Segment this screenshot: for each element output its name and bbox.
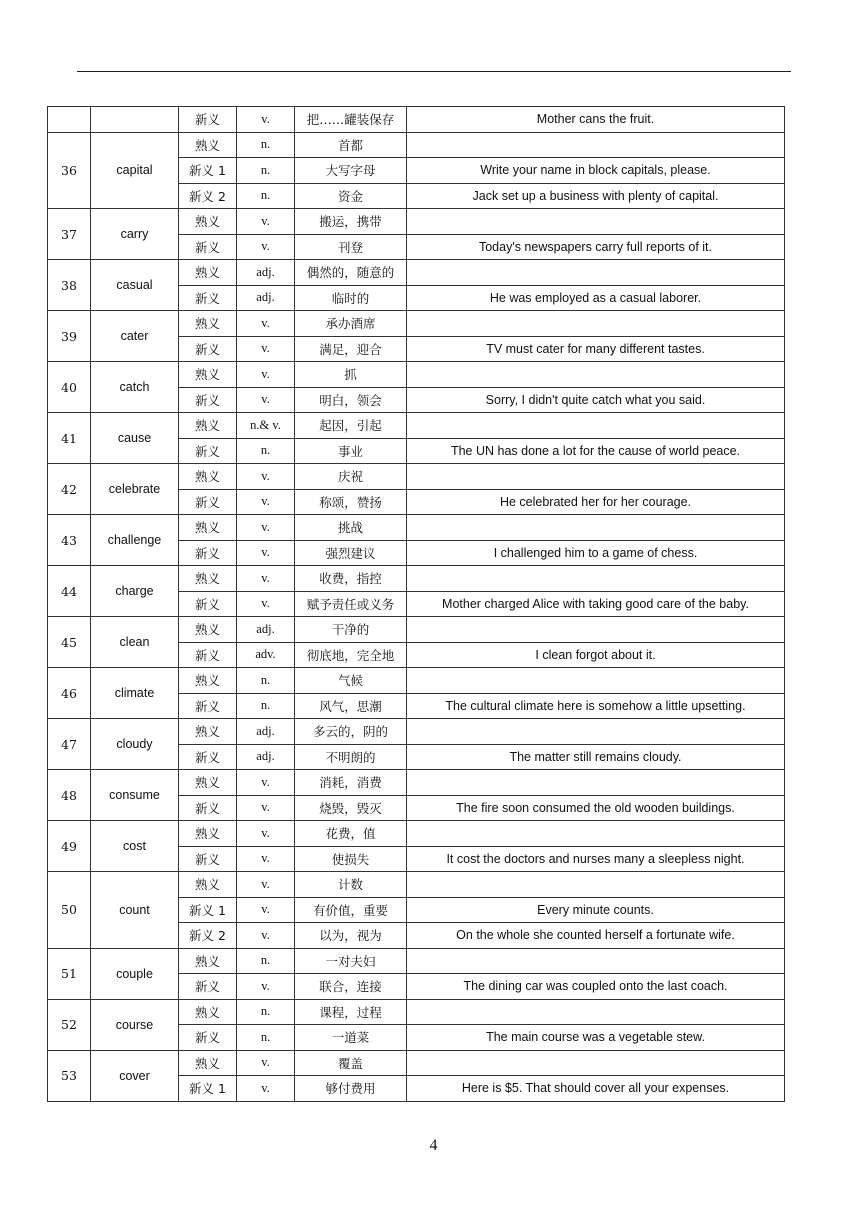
meaning-cell: 不明朗的 — [295, 744, 407, 770]
entry-word-cell: cater — [91, 311, 179, 362]
meaning-cell: 强烈建议 — [295, 540, 407, 566]
example-sentence-cell: TV must cater for many different tastes. — [407, 336, 785, 362]
part-of-speech-cell: v. — [237, 872, 295, 898]
example-sentence-cell: The fire soon consumed the old wooden buildings. — [407, 795, 785, 821]
example-sentence-cell — [407, 311, 785, 337]
entry-word-cell: carry — [91, 209, 179, 260]
example-sentence-cell: Today's newspapers carry full reports of it. — [407, 234, 785, 260]
table-row — [48, 311, 785, 337]
example-sentence-cell — [407, 872, 785, 898]
table-row — [48, 668, 785, 694]
meaning-cell: 挑战 — [295, 515, 407, 541]
sense-tag-cell: 熟义 — [179, 566, 237, 592]
part-of-speech-cell: v. — [237, 540, 295, 566]
part-of-speech-cell: v. — [237, 846, 295, 872]
entry-number-cell: 38 — [48, 260, 91, 311]
sense-tag-cell: 熟义 — [179, 668, 237, 694]
sense-tag-cell: 新义 — [179, 1025, 237, 1051]
example-sentence-cell: I challenged him to a game of chess. — [407, 540, 785, 566]
example-sentence-cell: Jack set up a business with plenty of capital. — [407, 183, 785, 209]
entry-number-cell: 39 — [48, 311, 91, 362]
table-row — [48, 209, 785, 235]
meaning-cell: 气候 — [295, 668, 407, 694]
meaning-cell: 彻底地，完全地 — [295, 642, 407, 668]
meaning-cell: 刊登 — [295, 234, 407, 260]
entry-number-cell: 41 — [48, 413, 91, 464]
entry-number-cell: 43 — [48, 515, 91, 566]
entry-word-cell: consume — [91, 770, 179, 821]
part-of-speech-cell: n. — [237, 999, 295, 1025]
table-row — [48, 1050, 785, 1076]
entry-number-cell: 36 — [48, 132, 91, 209]
part-of-speech-cell: n.& v. — [237, 413, 295, 439]
entry-word-cell: cloudy — [91, 719, 179, 770]
meaning-cell: 有价值，重要 — [295, 897, 407, 923]
entry-word-cell: catch — [91, 362, 179, 413]
sense-tag-cell: 新义 — [179, 107, 237, 133]
sense-tag-cell: 新义 — [179, 387, 237, 413]
sense-tag-cell: 熟义 — [179, 464, 237, 490]
sense-tag-cell: 新义 — [179, 540, 237, 566]
sense-tag-cell: 新义 — [179, 795, 237, 821]
part-of-speech-cell: v. — [237, 107, 295, 133]
part-of-speech-cell: adj. — [237, 617, 295, 643]
meaning-cell: 庆祝 — [295, 464, 407, 490]
meaning-cell: 一对夫妇 — [295, 948, 407, 974]
part-of-speech-cell: n. — [237, 668, 295, 694]
meaning-cell: 抓 — [295, 362, 407, 388]
example-sentence-cell — [407, 999, 785, 1025]
part-of-speech-cell: adj. — [237, 260, 295, 286]
example-sentence-cell: He celebrated her for her courage. — [407, 489, 785, 515]
part-of-speech-cell: n. — [237, 1025, 295, 1051]
sense-tag-cell: 新义 2 — [179, 923, 237, 949]
table-row — [48, 948, 785, 974]
example-sentence-cell: The UN has done a lot for the cause of world peace. — [407, 438, 785, 464]
part-of-speech-cell: v. — [237, 821, 295, 847]
entry-word-cell: challenge — [91, 515, 179, 566]
meaning-cell: 把……罐装保存 — [295, 107, 407, 133]
example-sentence-cell: I clean forgot about it. — [407, 642, 785, 668]
meaning-cell: 一道菜 — [295, 1025, 407, 1051]
entry-word-cell: cost — [91, 821, 179, 872]
table-row — [48, 107, 785, 133]
sense-tag-cell: 新义 — [179, 336, 237, 362]
entry-word-cell: climate — [91, 668, 179, 719]
entry-number-cell: 47 — [48, 719, 91, 770]
table-row — [48, 770, 785, 796]
entry-word-cell: capital — [91, 132, 179, 209]
example-sentence-cell: On the whole she counted herself a fortunate wife. — [407, 923, 785, 949]
example-sentence-cell: It cost the doctors and nurses many a sleepless night. — [407, 846, 785, 872]
entry-number-cell: 44 — [48, 566, 91, 617]
example-sentence-cell: Mother cans the fruit. — [407, 107, 785, 133]
sense-tag-cell: 熟义 — [179, 872, 237, 898]
entry-number-cell: 46 — [48, 668, 91, 719]
entry-number-cell: 42 — [48, 464, 91, 515]
sense-tag-cell: 新义 — [179, 744, 237, 770]
entry-word-cell: course — [91, 999, 179, 1050]
part-of-speech-cell: n. — [237, 132, 295, 158]
sense-tag-cell: 熟义 — [179, 311, 237, 337]
sense-tag-cell: 新义 1 — [179, 158, 237, 184]
example-sentence-cell — [407, 515, 785, 541]
meaning-cell: 称颂，赞扬 — [295, 489, 407, 515]
example-sentence-cell: Sorry, I didn't quite catch what you said. — [407, 387, 785, 413]
part-of-speech-cell: v. — [237, 362, 295, 388]
sense-tag-cell: 熟义 — [179, 617, 237, 643]
example-sentence-cell — [407, 1050, 785, 1076]
part-of-speech-cell: v. — [237, 336, 295, 362]
meaning-cell: 偶然的，随意的 — [295, 260, 407, 286]
example-sentence-cell — [407, 362, 785, 388]
sense-tag-cell: 新义 1 — [179, 1076, 237, 1102]
entry-number-cell: 50 — [48, 872, 91, 949]
meaning-cell: 起因，引起 — [295, 413, 407, 439]
entry-word-cell: count — [91, 872, 179, 949]
entry-word-cell: couple — [91, 948, 179, 999]
meaning-cell: 覆盖 — [295, 1050, 407, 1076]
part-of-speech-cell: v. — [237, 209, 295, 235]
meaning-cell: 联合，连接 — [295, 974, 407, 1000]
table-row — [48, 617, 785, 643]
example-sentence-cell — [407, 821, 785, 847]
meaning-cell: 搬运，携带 — [295, 209, 407, 235]
part-of-speech-cell: adv. — [237, 642, 295, 668]
example-sentence-cell: The matter still remains cloudy. — [407, 744, 785, 770]
entry-number-cell: 48 — [48, 770, 91, 821]
meaning-cell: 消耗，消费 — [295, 770, 407, 796]
sense-tag-cell: 新义 — [179, 642, 237, 668]
part-of-speech-cell: v. — [237, 515, 295, 541]
entry-number-cell: 51 — [48, 948, 91, 999]
part-of-speech-cell: v. — [237, 897, 295, 923]
sense-tag-cell: 熟义 — [179, 132, 237, 158]
example-sentence-cell — [407, 668, 785, 694]
entry-word-cell: clean — [91, 617, 179, 668]
example-sentence-cell: The cultural climate here is somehow a little upsetting. — [407, 693, 785, 719]
sense-tag-cell: 新义 — [179, 285, 237, 311]
page-number: 4 — [429, 1137, 438, 1154]
meaning-cell: 课程，过程 — [295, 999, 407, 1025]
part-of-speech-cell: v. — [237, 311, 295, 337]
meaning-cell: 烧毁，毁灭 — [295, 795, 407, 821]
entry-number-cell: 53 — [48, 1050, 91, 1101]
part-of-speech-cell: v. — [237, 464, 295, 490]
meaning-cell: 花费，值 — [295, 821, 407, 847]
entry-word-cell: casual — [91, 260, 179, 311]
example-sentence-cell: Mother charged Alice with taking good care of the baby. — [407, 591, 785, 617]
part-of-speech-cell: v. — [237, 566, 295, 592]
meaning-cell: 资金 — [295, 183, 407, 209]
sense-tag-cell: 熟义 — [179, 821, 237, 847]
table-row — [48, 260, 785, 286]
table-row — [48, 872, 785, 898]
meaning-cell: 使损失 — [295, 846, 407, 872]
entry-number-cell: 37 — [48, 209, 91, 260]
sense-tag-cell: 熟义 — [179, 948, 237, 974]
part-of-speech-cell: adj. — [237, 719, 295, 745]
sense-tag-cell: 熟义 — [179, 770, 237, 796]
sense-tag-cell: 熟义 — [179, 209, 237, 235]
table-row — [48, 132, 785, 158]
meaning-cell: 收费，指控 — [295, 566, 407, 592]
sense-tag-cell: 熟义 — [179, 515, 237, 541]
part-of-speech-cell: v. — [237, 591, 295, 617]
part-of-speech-cell: v. — [237, 795, 295, 821]
meaning-cell: 满足，迎合 — [295, 336, 407, 362]
entry-number-cell: 45 — [48, 617, 91, 668]
entry-word-cell: cause — [91, 413, 179, 464]
part-of-speech-cell: n. — [237, 183, 295, 209]
table-row — [48, 515, 785, 541]
entry-number-cell: 49 — [48, 821, 91, 872]
sense-tag-cell: 新义 — [179, 846, 237, 872]
example-sentence-cell — [407, 260, 785, 286]
example-sentence-cell — [407, 464, 785, 490]
part-of-speech-cell: v. — [237, 489, 295, 515]
table-row — [48, 566, 785, 592]
sense-tag-cell: 新义 — [179, 693, 237, 719]
part-of-speech-cell: v. — [237, 1050, 295, 1076]
sense-tag-cell: 新义 — [179, 591, 237, 617]
meaning-cell: 明白，领会 — [295, 387, 407, 413]
example-sentence-cell: He was employed as a casual laborer. — [407, 285, 785, 311]
meaning-cell: 事业 — [295, 438, 407, 464]
entry-word-cell: charge — [91, 566, 179, 617]
sense-tag-cell: 熟义 — [179, 1050, 237, 1076]
header-rule — [77, 71, 791, 72]
meaning-cell: 临时的 — [295, 285, 407, 311]
sense-tag-cell: 新义 2 — [179, 183, 237, 209]
example-sentence-cell — [407, 132, 785, 158]
part-of-speech-cell: v. — [237, 234, 295, 260]
sense-tag-cell: 新义 — [179, 974, 237, 1000]
entry-word-cell: celebrate — [91, 464, 179, 515]
meaning-cell: 承办酒席 — [295, 311, 407, 337]
meaning-cell: 首都 — [295, 132, 407, 158]
part-of-speech-cell: n. — [237, 948, 295, 974]
example-sentence-cell: The main course was a vegetable stew. — [407, 1025, 785, 1051]
entry-number-cell — [48, 107, 91, 133]
sense-tag-cell: 新义 1 — [179, 897, 237, 923]
example-sentence-cell — [407, 617, 785, 643]
example-sentence-cell: The dining car was coupled onto the last coach. — [407, 974, 785, 1000]
table-row — [48, 719, 785, 745]
entry-word-cell: cover — [91, 1050, 179, 1101]
part-of-speech-cell: adj. — [237, 744, 295, 770]
example-sentence-cell: Write your name in block capitals, please. — [407, 158, 785, 184]
meaning-cell: 以为，视为 — [295, 923, 407, 949]
sense-tag-cell: 熟义 — [179, 413, 237, 439]
example-sentence-cell — [407, 209, 785, 235]
entry-word-cell — [91, 107, 179, 133]
sense-tag-cell: 熟义 — [179, 362, 237, 388]
entry-number-cell: 52 — [48, 999, 91, 1050]
table-row — [48, 999, 785, 1025]
table-row — [48, 413, 785, 439]
example-sentence-cell — [407, 948, 785, 974]
part-of-speech-cell: n. — [237, 438, 295, 464]
meaning-cell: 大写字母 — [295, 158, 407, 184]
vocabulary-table-body — [48, 107, 785, 1102]
meaning-cell: 计数 — [295, 872, 407, 898]
entry-number-cell: 40 — [48, 362, 91, 413]
part-of-speech-cell: v. — [237, 770, 295, 796]
part-of-speech-cell: v. — [237, 974, 295, 1000]
meaning-cell: 多云的，阴的 — [295, 719, 407, 745]
example-sentence-cell: Here is $5. That should cover all your expenses. — [407, 1076, 785, 1102]
meaning-cell: 够付费用 — [295, 1076, 407, 1102]
example-sentence-cell: Every minute counts. — [407, 897, 785, 923]
sense-tag-cell: 熟义 — [179, 719, 237, 745]
sense-tag-cell: 新义 — [179, 489, 237, 515]
meaning-cell: 赋予责任或义务 — [295, 591, 407, 617]
part-of-speech-cell: v. — [237, 923, 295, 949]
part-of-speech-cell: n. — [237, 158, 295, 184]
meaning-cell: 干净的 — [295, 617, 407, 643]
sense-tag-cell: 熟义 — [179, 999, 237, 1025]
table-row — [48, 464, 785, 490]
example-sentence-cell — [407, 413, 785, 439]
meaning-cell: 风气，思潮 — [295, 693, 407, 719]
sense-tag-cell: 新义 — [179, 234, 237, 260]
part-of-speech-cell: v. — [237, 387, 295, 413]
sense-tag-cell: 熟义 — [179, 260, 237, 286]
example-sentence-cell — [407, 770, 785, 796]
part-of-speech-cell: n. — [237, 693, 295, 719]
example-sentence-cell — [407, 566, 785, 592]
table-row — [48, 362, 785, 388]
part-of-speech-cell: adj. — [237, 285, 295, 311]
vocabulary-table — [47, 106, 785, 1102]
example-sentence-cell — [407, 719, 785, 745]
sense-tag-cell: 新义 — [179, 438, 237, 464]
part-of-speech-cell: v. — [237, 1076, 295, 1102]
table-row — [48, 821, 785, 847]
